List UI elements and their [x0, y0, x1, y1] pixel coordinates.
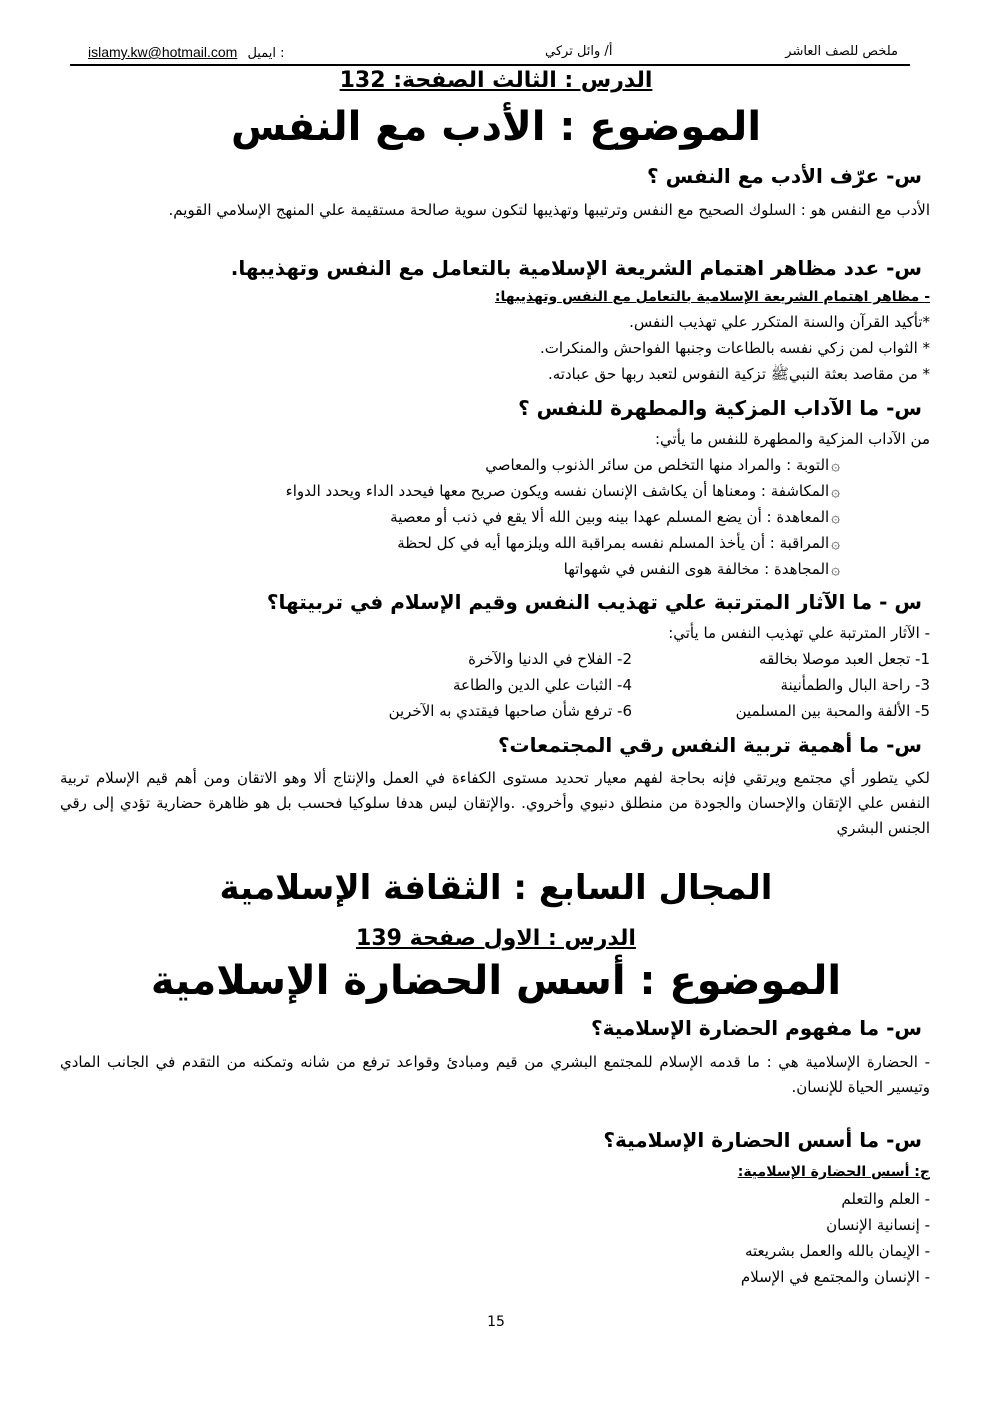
- list-item: ۞المكاشفة : ومعناها أن يكاشف الإنسان نفسه ويكون صريح معها فيحدد الداء ويحدد الدواء: [285, 482, 840, 500]
- star-bullet-icon: ۞: [831, 560, 840, 578]
- list-item: 1- تجعل العبد موصلا بخالقه: [759, 650, 930, 668]
- teacher-name: أ/ وائل تركي: [545, 44, 613, 59]
- list-item: ۞التوبة : والمراد منها التخلص من سائر الذنوب والمعاصي: [485, 456, 840, 474]
- list-item: - إنسانية الإنسان: [826, 1216, 930, 1234]
- list-item: * الثواب لمن زكي نفسه بالطاعات وجنبها الفواحش والمنكرات.: [540, 339, 930, 357]
- lesson-title: [0, 68, 992, 93]
- question-4: س - ما الآثار المترتبة علي تهذيب النفس وقيم الإسلام في تربيتها؟: [266, 590, 922, 614]
- subtitle-2: - مظاهر اهتمام الشريعة الإسلامية بالتعامل مع النفس وتهذيبها:: [494, 289, 930, 305]
- question-3: س- ما الآداب المزكية والمطهرة للنفس ؟: [518, 396, 922, 420]
- answer-1: الأدب مع النفس هو : السلوك الصحيح مع النفس وترتيبها وتهذيبها لتكون سوية صالحة مستقيمة علي المنهج الإسلامي القويم.: [168, 201, 930, 219]
- summary-title: ملخص للصف العاشر: [785, 44, 898, 59]
- lesson-title-2-text: الدرس : الاول صفحة 139: [356, 926, 636, 951]
- question-6: س- ما مفهوم الحضارة الإسلامية؟: [590, 1016, 922, 1040]
- answer-5: لكي يتطور أي مجتمع ويرتقي فإنه بحاجة لفهم معيار تحديد مستوى الكفاءة في العمل والإنتاج ألا وهو الاتقان ومن أهم قيم الإسلام تربية النفس علي الإتقان والإحسان والجودة من منطلق دنيوي وأخروي. .والإتقان ليس هدفا سلوكيا فحسب بل هو ظاهرة حضارية تؤدي إلى رقي الجنس البشري: [60, 769, 930, 837]
- list-item: ۞المجاهدة : مخالفة هوى النفس في شهواتها: [563, 560, 840, 578]
- subtitle-7: ج: أسس الحضارة الإسلامية:: [737, 1164, 930, 1180]
- email-label: ايميل :: [247, 46, 285, 61]
- page-number: 15: [487, 1314, 505, 1330]
- list-item: ۞المراقبة : أن يأخذ المسلم نفسه بمراقبة الله ويلزمها أيه في كل لحظة: [397, 534, 840, 552]
- list-item: - الإيمان بالله والعمل بشريعته: [744, 1242, 930, 1260]
- lesson-title-text: الدرس : الثالث الصفحة: 132: [339, 68, 653, 93]
- question-5: س- ما أهمية تربية النفس رقي المجتمعات؟: [497, 733, 922, 757]
- list-item: 6- ترفع شأن صاحبها فيقتدي به الآخرين: [388, 702, 632, 720]
- list-item: 4- الثبات علي الدين والطاعة: [453, 676, 632, 694]
- intro-4: - الآثار المترتبة علي تهذيب النفس ما يأتي:: [668, 624, 930, 642]
- list-item: ۞المعاهدة : أن يضع المسلم عهدا بينه وبين الله ألا يقع في ذنب أو معصية: [390, 508, 840, 526]
- list-item: - العلم والتعلم: [841, 1190, 930, 1208]
- lesson-title-2: [0, 926, 992, 951]
- email-address[interactable]: islamy.kw@hotmail.com: [88, 44, 238, 60]
- header-email: [88, 44, 284, 61]
- intro-3: من الآداب المزكية والمطهرة للنفس ما يأتي:: [654, 430, 930, 448]
- list-item: *تأكيد القرآن والسنة المتكرر علي تهذيب النفس.: [629, 313, 930, 331]
- list-item: 3- راحة البال والطمأنينة: [780, 676, 930, 694]
- list-item: * من مقاصد بعثة النبيﷺ تزكية النفوس لتعبد ربها حق عبادته.: [547, 365, 930, 383]
- topic-title: الموضوع : الأدب مع النفس: [230, 104, 762, 150]
- list-item: 5- الألفة والمحبة بين المسلمين: [735, 702, 930, 720]
- field-title: المجال السابع : الثقافة الإسلامية: [219, 868, 773, 908]
- page-header: [70, 40, 910, 66]
- question-7: س- ما أسس الحضارة الإسلامية؟: [603, 1128, 922, 1152]
- list-item: - الإنسان والمجتمع في الإسلام: [740, 1268, 930, 1286]
- topic-title-2: الموضوع : أسس الحضارة الإسلامية: [150, 958, 842, 1004]
- star-bullet-icon: ۞: [831, 534, 840, 552]
- star-bullet-icon: ۞: [831, 456, 840, 474]
- question-1: س- عرّف الأدب مع النفس ؟: [647, 164, 922, 188]
- question-2: س- عدد مظاهر اهتمام الشريعة الإسلامية بالتعامل مع النفس وتهذيبها.: [230, 256, 922, 280]
- star-bullet-icon: ۞: [831, 508, 840, 526]
- list-item: 2- الفلاح في الدنيا والآخرة: [468, 650, 632, 668]
- answer-6: - الحضارة الإسلامية هي : ما قدمه الإسلام للمجتمع البشري من قيم ومبادئ وقواعد ترفع من شانه وتمكنه من التقدم في الجانب المادي وتيسير الحياة للإنسان.: [60, 1053, 930, 1096]
- star-bullet-icon: ۞: [831, 482, 840, 500]
